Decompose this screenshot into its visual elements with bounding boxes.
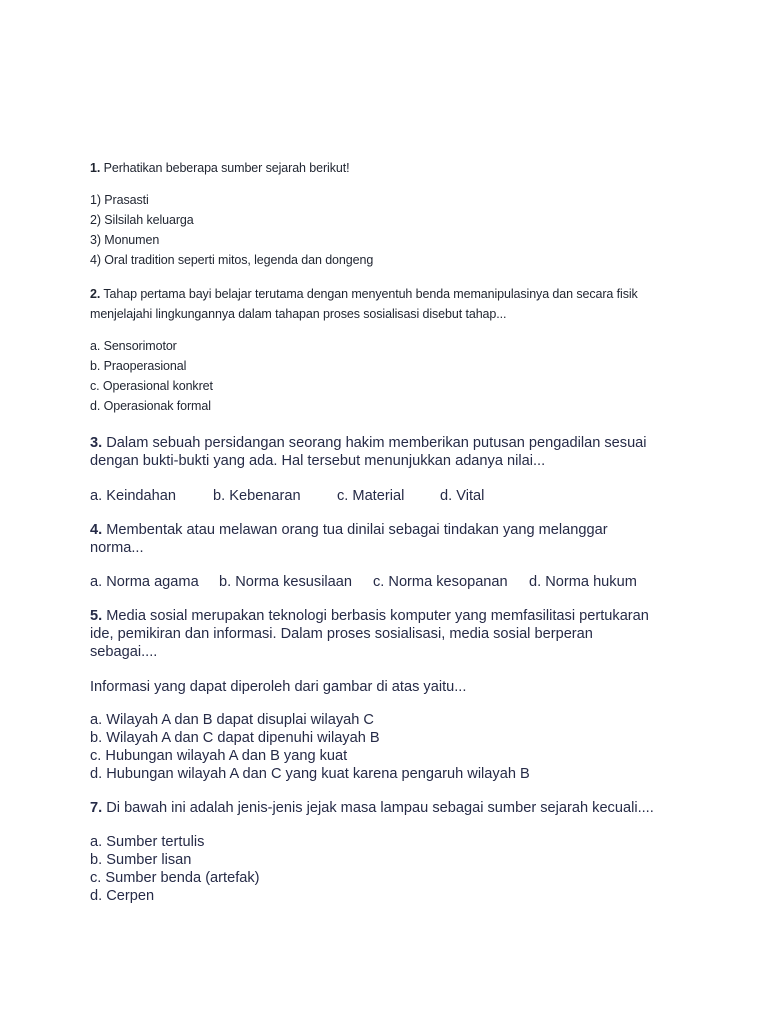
option-item: d. Hubungan wilayah A dan C yang kuat karena pengaruh wilayah B: [90, 766, 530, 782]
question-1-items: [90, 190, 373, 270]
question-4: [90, 521, 608, 557]
list-item: 1) Prasasti: [90, 193, 149, 207]
question-2-number: 2.: [90, 287, 101, 301]
option-item: b. Wilayah A dan C dapat dipenuhi wilayah B: [90, 730, 380, 746]
list-item: 2) Silsilah keluarga: [90, 213, 194, 227]
question-7-number: 7.: [90, 800, 103, 816]
question-3: [90, 434, 647, 470]
option-item: d. Operasionak formal: [90, 399, 211, 413]
question-1-text: Perhatikan beberapa sumber sejarah berikut!: [103, 161, 350, 175]
question-2-line-1: Tahap pertama bayi belajar terutama dengan menyentuh benda memanipulasinya dan secara fisik: [103, 287, 638, 301]
option-item: c. Norma kesopanan: [373, 574, 508, 590]
option-item: d. Norma hukum: [529, 574, 637, 590]
question-5: [90, 607, 649, 661]
question-5-options: [90, 711, 530, 783]
option-item: a. Sensorimotor: [90, 339, 177, 353]
list-item: 4) Oral tradition seperti mitos, legenda dan dongeng: [90, 253, 374, 267]
option-item: b. Kebenaran: [213, 488, 301, 504]
question-3-options: [90, 487, 484, 505]
list-item: 3) Monumen: [90, 233, 160, 247]
question-1-number: 1.: [90, 161, 101, 175]
question-7-text: Di bawah ini adalah jenis-jenis jejak masa lampau sebagai sumber sejarah kecuali....: [106, 800, 654, 816]
question-4-options: [90, 573, 637, 591]
question-2-options: [90, 336, 213, 416]
option-item: b. Norma kesusilaan: [219, 574, 353, 590]
option-item: b. Sumber lisan: [90, 852, 192, 868]
question-5-line-1: Media sosial merupakan teknologi berbasis komputer yang memfasilitasi pertukaran: [106, 608, 649, 624]
option-item: c. Hubungan wilayah A dan B yang kuat: [90, 748, 348, 764]
question-3-line-1: Dalam sebuah persidangan seorang hakim memberikan putusan pengadilan sesuai: [106, 435, 647, 451]
question-3-number: 3.: [90, 435, 103, 451]
option-item: c. Material: [337, 488, 405, 504]
option-item: d. Vital: [440, 488, 485, 504]
option-item: d. Cerpen: [90, 888, 155, 904]
question-4-line-2: norma...: [90, 540, 144, 556]
question-5-info: [90, 678, 466, 696]
option-item: a. Wilayah A dan B dapat disuplai wilayah C: [90, 712, 374, 728]
option-item: a. Sumber tertulis: [90, 834, 205, 850]
question-7: [90, 799, 654, 817]
question-4-number: 4.: [90, 522, 103, 538]
question-5-line-2: ide, pemikiran dan informasi. Dalam proses sosialisasi, media sosial berperan: [90, 626, 593, 642]
question-5-number: 5.: [90, 608, 103, 624]
question-2: [90, 284, 638, 324]
question-2-line-2: menjelajahi lingkungannya dalam tahapan proses sosialisasi disebut tahap...: [90, 307, 507, 321]
question-5-line-3: sebagai....: [90, 644, 158, 660]
option-item: a. Norma agama: [90, 574, 199, 590]
option-item: b. Praoperasional: [90, 359, 187, 373]
option-item: a. Keindahan: [90, 488, 177, 504]
question-5-info-text: Informasi yang dapat diperoleh dari gambar di atas yaitu...: [90, 679, 467, 695]
question-4-line-1: Membentak atau melawan orang tua dinilai sebagai tindakan yang melanggar: [106, 522, 608, 538]
option-item: c. Sumber benda (artefak): [90, 870, 260, 886]
option-item: c. Operasional konkret: [90, 379, 213, 393]
question-3-line-2: dengan bukti-bukti yang ada. Hal tersebut menunjukkan adanya nilai...: [90, 453, 546, 469]
question-1: [90, 158, 349, 178]
question-7-options: [90, 833, 260, 905]
